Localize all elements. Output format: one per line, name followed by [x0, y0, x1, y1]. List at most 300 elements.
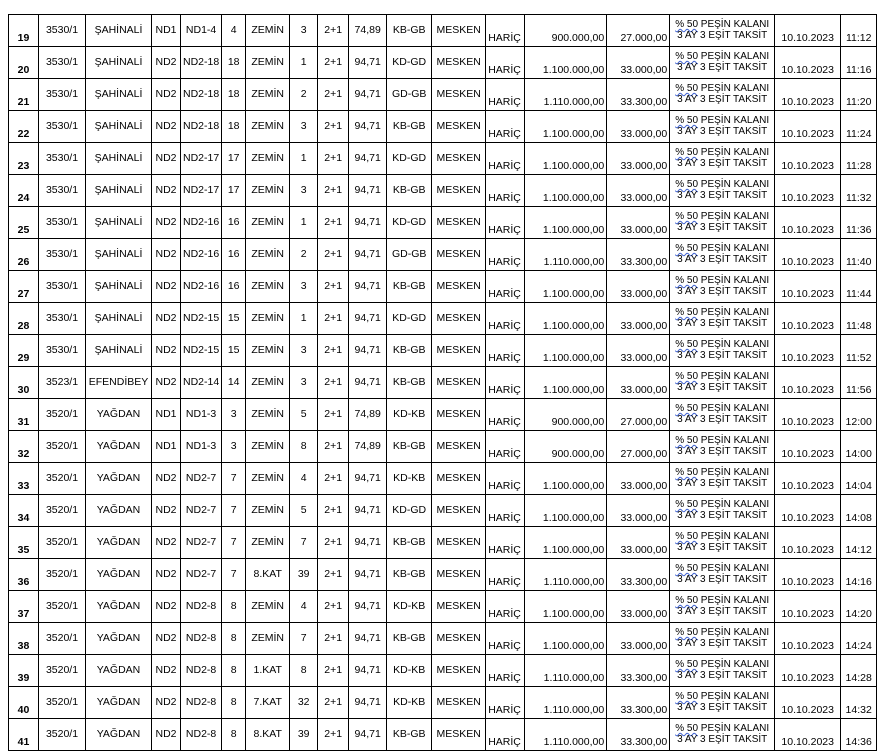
facade-cell: KB-GB — [387, 527, 432, 559]
date-cell: 10.10.2023 — [775, 591, 841, 623]
area-cell: 94,71 — [349, 367, 387, 399]
rooms-cell: 2+1 — [318, 431, 349, 463]
area-cell: 94,71 — [349, 335, 387, 367]
unit-number-cell: 3 — [222, 399, 246, 431]
payment-text: PEŞİN KALANI 3 AY 3 EŞİT TAKSİT — [677, 627, 770, 649]
level-cell: 3 — [290, 335, 318, 367]
level-cell: 3 — [290, 175, 318, 207]
area-cell: 94,71 — [349, 687, 387, 719]
usage-cell: MESKEN — [432, 111, 486, 143]
payment-text: PEŞİN KALANI 3 AY 3 EŞİT TAKSİT — [677, 179, 770, 201]
vat-cell: HARİÇ — [486, 527, 525, 559]
unit-number-cell: 14 — [222, 367, 246, 399]
time-cell: 14:20 — [841, 591, 877, 623]
date-cell: 10.10.2023 — [775, 15, 841, 47]
deposit-cell: 27.000,00 — [607, 15, 670, 47]
vat-cell: HARİÇ — [486, 207, 525, 239]
rooms-cell: 2+1 — [318, 143, 349, 175]
area-cell: 94,71 — [349, 47, 387, 79]
payment-terms-cell — [670, 367, 775, 399]
price-cell: 900.000,00 — [525, 15, 607, 47]
rooms-cell: 2+1 — [318, 719, 349, 751]
block-cell: ND2 — [152, 47, 181, 79]
unit-code-cell: ND2-8 — [181, 655, 222, 687]
deposit-cell: 33.000,00 — [607, 367, 670, 399]
payment-terms-cell — [670, 655, 775, 687]
table-row — [9, 623, 877, 655]
time-cell: 11:16 — [841, 47, 877, 79]
price-cell: 1.110.000,00 — [525, 79, 607, 111]
rooms-cell: 2+1 — [318, 527, 349, 559]
usage-cell: MESKEN — [432, 431, 486, 463]
date-cell: 10.10.2023 — [775, 463, 841, 495]
payment-text: PEŞİN KALANI 3 AY 3 EŞİT TAKSİT — [677, 531, 770, 553]
parcel-cell: 3520/1 — [39, 623, 86, 655]
level-cell: 1 — [290, 303, 318, 335]
area-cell: 94,71 — [349, 271, 387, 303]
facade-cell: KB-GB — [387, 15, 432, 47]
block-cell: ND2 — [152, 623, 181, 655]
unit-number-cell: 8 — [222, 623, 246, 655]
unit-code-cell: ND2-8 — [181, 687, 222, 719]
time-cell: 14:12 — [841, 527, 877, 559]
payment-percent: % 50 — [675, 659, 699, 670]
location-cell: ŞAHİNALİ — [86, 79, 152, 111]
payment-text: PEŞİN KALANI 3 AY 3 EŞİT TAKSİT — [677, 339, 770, 361]
rooms-cell: 2+1 — [318, 655, 349, 687]
price-cell: 900.000,00 — [525, 431, 607, 463]
facade-cell: KB-GB — [387, 719, 432, 751]
payment-terms-cell — [670, 399, 775, 431]
payment-terms-cell — [670, 431, 775, 463]
parcel-cell: 3520/1 — [39, 655, 86, 687]
facade-cell: KB-GB — [387, 111, 432, 143]
location-cell: ŞAHİNALİ — [86, 47, 152, 79]
unit-code-cell: ND2-8 — [181, 719, 222, 751]
facade-cell: KD-KB — [387, 655, 432, 687]
deposit-cell: 27.000,00 — [607, 431, 670, 463]
block-cell: ND2 — [152, 111, 181, 143]
payment-terms-cell — [670, 527, 775, 559]
floor-cell: ZEMİN — [246, 463, 290, 495]
price-cell: 1.100.000,00 — [525, 463, 607, 495]
date-cell: 10.10.2023 — [775, 655, 841, 687]
unit-number-cell: 17 — [222, 175, 246, 207]
table-row — [9, 495, 877, 527]
floor-cell: 8.KAT — [246, 719, 290, 751]
payment-text: PEŞİN KALANI 3 AY 3 EŞİT TAKSİT — [677, 243, 770, 265]
location-cell: ŞAHİNALİ — [86, 271, 152, 303]
unit-number-cell: 8 — [222, 719, 246, 751]
payment-text: PEŞİN KALANI 3 AY 3 EŞİT TAKSİT — [677, 307, 770, 329]
floor-cell: 1.KAT — [246, 655, 290, 687]
usage-cell: MESKEN — [432, 367, 486, 399]
payment-percent: % 50 — [675, 723, 699, 734]
price-cell: 1.110.000,00 — [525, 719, 607, 751]
time-cell: 11:48 — [841, 303, 877, 335]
vat-cell: HARİÇ — [486, 335, 525, 367]
facade-cell: KD-GD — [387, 303, 432, 335]
parcel-cell: 3520/1 — [39, 463, 86, 495]
usage-cell: MESKEN — [432, 591, 486, 623]
usage-cell: MESKEN — [432, 495, 486, 527]
level-cell: 2 — [290, 239, 318, 271]
area-cell: 94,71 — [349, 527, 387, 559]
area-cell: 94,71 — [349, 719, 387, 751]
rooms-cell: 2+1 — [318, 79, 349, 111]
area-cell: 94,71 — [349, 207, 387, 239]
block-cell: ND2 — [152, 303, 181, 335]
location-cell: YAĞDAN — [86, 527, 152, 559]
unit-number-cell: 8 — [222, 591, 246, 623]
row-number-cell: 28 — [9, 303, 39, 335]
payment-text: PEŞİN KALANI 3 AY 3 EŞİT TAKSİT — [677, 691, 770, 713]
floor-cell: ZEMİN — [246, 271, 290, 303]
facade-cell: KB-GB — [387, 431, 432, 463]
facade-cell: GD-GB — [387, 239, 432, 271]
payment-text: PEŞİN KALANI 3 AY 3 EŞİT TAKSİT — [677, 83, 770, 105]
unit-code-cell: ND2-7 — [181, 495, 222, 527]
price-cell: 1.110.000,00 — [525, 559, 607, 591]
payment-percent: % 50 — [675, 307, 699, 318]
block-cell: ND2 — [152, 527, 181, 559]
block-cell: ND2 — [152, 719, 181, 751]
level-cell: 5 — [290, 399, 318, 431]
row-number-cell: 19 — [9, 15, 39, 47]
level-cell: 8 — [290, 431, 318, 463]
rooms-cell: 2+1 — [318, 367, 349, 399]
date-cell: 10.10.2023 — [775, 207, 841, 239]
floor-cell: ZEMİN — [246, 15, 290, 47]
parcel-cell: 3530/1 — [39, 207, 86, 239]
vat-cell: HARİÇ — [486, 79, 525, 111]
payment-percent: % 50 — [675, 211, 699, 222]
deposit-cell: 33.000,00 — [607, 623, 670, 655]
floor-cell: 7.KAT — [246, 687, 290, 719]
date-cell: 10.10.2023 — [775, 527, 841, 559]
deposit-cell: 33.000,00 — [607, 47, 670, 79]
row-number-cell: 30 — [9, 367, 39, 399]
price-cell: 1.100.000,00 — [525, 111, 607, 143]
payment-text: PEŞİN KALANI 3 AY 3 EŞİT TAKSİT — [677, 659, 770, 681]
table-row — [9, 15, 877, 47]
floor-cell: ZEMİN — [246, 111, 290, 143]
table-row — [9, 175, 877, 207]
time-cell: 11:28 — [841, 143, 877, 175]
payment-terms-cell — [670, 559, 775, 591]
payment-percent: % 50 — [675, 339, 699, 350]
facade-cell: KB-GB — [387, 175, 432, 207]
vat-cell: HARİÇ — [486, 431, 525, 463]
table-row — [9, 111, 877, 143]
payment-percent: % 50 — [675, 83, 699, 94]
time-cell: 12:00 — [841, 399, 877, 431]
unit-number-cell: 15 — [222, 303, 246, 335]
parcel-cell: 3523/1 — [39, 367, 86, 399]
table-row — [9, 719, 877, 751]
price-cell: 1.100.000,00 — [525, 527, 607, 559]
area-cell: 74,89 — [349, 15, 387, 47]
payment-terms-cell — [670, 47, 775, 79]
payment-terms-cell — [670, 687, 775, 719]
location-cell: ŞAHİNALİ — [86, 15, 152, 47]
parcel-cell: 3520/1 — [39, 527, 86, 559]
parcel-cell: 3520/1 — [39, 431, 86, 463]
floor-cell: 8.KAT — [246, 559, 290, 591]
table-row — [9, 47, 877, 79]
rooms-cell: 2+1 — [318, 111, 349, 143]
payment-terms-cell — [670, 207, 775, 239]
usage-cell: MESKEN — [432, 15, 486, 47]
area-cell: 74,89 — [349, 399, 387, 431]
block-cell: ND2 — [152, 559, 181, 591]
price-cell: 1.100.000,00 — [525, 367, 607, 399]
location-cell: EFENDİBEY — [86, 367, 152, 399]
usage-cell: MESKEN — [432, 655, 486, 687]
date-cell: 10.10.2023 — [775, 47, 841, 79]
unit-code-cell: ND2-16 — [181, 239, 222, 271]
block-cell: ND2 — [152, 495, 181, 527]
unit-code-cell: ND2-17 — [181, 143, 222, 175]
payment-text: PEŞİN KALANI 3 AY 3 EŞİT TAKSİT — [677, 595, 770, 617]
usage-cell: MESKEN — [432, 143, 486, 175]
floor-cell: ZEMİN — [246, 79, 290, 111]
location-cell: ŞAHİNALİ — [86, 335, 152, 367]
area-cell: 94,71 — [349, 655, 387, 687]
date-cell: 10.10.2023 — [775, 623, 841, 655]
location-cell: ŞAHİNALİ — [86, 175, 152, 207]
table-row — [9, 399, 877, 431]
deposit-cell: 33.000,00 — [607, 271, 670, 303]
date-cell: 10.10.2023 — [775, 687, 841, 719]
row-number-cell: 27 — [9, 271, 39, 303]
rooms-cell: 2+1 — [318, 207, 349, 239]
parcel-cell: 3530/1 — [39, 335, 86, 367]
facade-cell: KD-KB — [387, 463, 432, 495]
date-cell: 10.10.2023 — [775, 303, 841, 335]
price-cell: 1.110.000,00 — [525, 239, 607, 271]
row-number-cell: 34 — [9, 495, 39, 527]
location-cell: ŞAHİNALİ — [86, 239, 152, 271]
price-cell: 1.110.000,00 — [525, 655, 607, 687]
payment-terms-cell — [670, 591, 775, 623]
area-cell: 94,71 — [349, 79, 387, 111]
parcel-cell: 3530/1 — [39, 47, 86, 79]
deposit-cell: 33.300,00 — [607, 719, 670, 751]
unit-number-cell: 7 — [222, 527, 246, 559]
usage-cell: MESKEN — [432, 335, 486, 367]
vat-cell: HARİÇ — [486, 687, 525, 719]
usage-cell: MESKEN — [432, 719, 486, 751]
area-cell: 94,71 — [349, 239, 387, 271]
parcel-cell: 3520/1 — [39, 719, 86, 751]
payment-terms-cell — [670, 303, 775, 335]
payment-terms-cell — [670, 239, 775, 271]
facade-cell: KB-GB — [387, 335, 432, 367]
parcel-cell: 3520/1 — [39, 495, 86, 527]
date-cell: 10.10.2023 — [775, 175, 841, 207]
price-cell: 1.100.000,00 — [525, 271, 607, 303]
facade-cell: KD-KB — [387, 687, 432, 719]
facade-cell: KD-GD — [387, 207, 432, 239]
vat-cell: HARİÇ — [486, 239, 525, 271]
rooms-cell: 2+1 — [318, 335, 349, 367]
deposit-cell: 33.300,00 — [607, 239, 670, 271]
vat-cell: HARİÇ — [486, 47, 525, 79]
deposit-cell: 33.000,00 — [607, 143, 670, 175]
table-row — [9, 207, 877, 239]
payment-percent: % 50 — [675, 595, 699, 606]
deposit-cell: 33.300,00 — [607, 687, 670, 719]
vat-cell: HARİÇ — [486, 623, 525, 655]
table-row — [9, 335, 877, 367]
block-cell: ND2 — [152, 79, 181, 111]
time-cell: 11:56 — [841, 367, 877, 399]
unit-number-cell: 3 — [222, 431, 246, 463]
payment-text: PEŞİN KALANI 3 AY 3 EŞİT TAKSİT — [677, 115, 770, 137]
facade-cell: KB-GB — [387, 559, 432, 591]
parcel-cell: 3530/1 — [39, 79, 86, 111]
time-cell: 11:20 — [841, 79, 877, 111]
rooms-cell: 2+1 — [318, 591, 349, 623]
unit-number-cell: 18 — [222, 79, 246, 111]
payment-percent: % 50 — [675, 243, 699, 254]
facade-cell: KB-GB — [387, 367, 432, 399]
payment-percent: % 50 — [675, 19, 699, 30]
unit-code-cell: ND2-15 — [181, 303, 222, 335]
location-cell: YAĞDAN — [86, 591, 152, 623]
deposit-cell: 33.000,00 — [607, 527, 670, 559]
deposit-cell: 33.000,00 — [607, 175, 670, 207]
deposit-cell: 33.300,00 — [607, 655, 670, 687]
usage-cell: MESKEN — [432, 79, 486, 111]
vat-cell: HARİÇ — [486, 15, 525, 47]
floor-cell: ZEMİN — [246, 367, 290, 399]
location-cell: YAĞDAN — [86, 559, 152, 591]
vat-cell: HARİÇ — [486, 111, 525, 143]
area-cell: 94,71 — [349, 591, 387, 623]
block-cell: ND1 — [152, 431, 181, 463]
row-number-cell: 41 — [9, 719, 39, 751]
payment-text: PEŞİN KALANI 3 AY 3 EŞİT TAKSİT — [677, 51, 770, 73]
area-cell: 94,71 — [349, 495, 387, 527]
row-number-cell: 29 — [9, 335, 39, 367]
table-row — [9, 271, 877, 303]
deposit-cell: 33.000,00 — [607, 303, 670, 335]
area-cell: 94,71 — [349, 111, 387, 143]
payment-percent: % 50 — [675, 691, 699, 702]
price-cell: 1.100.000,00 — [525, 303, 607, 335]
floor-cell: ZEMİN — [246, 495, 290, 527]
date-cell: 10.10.2023 — [775, 271, 841, 303]
payment-text: PEŞİN KALANI 3 AY 3 EŞİT TAKSİT — [677, 147, 770, 169]
unit-code-cell: ND2-18 — [181, 79, 222, 111]
rooms-cell: 2+1 — [318, 271, 349, 303]
time-cell: 14:32 — [841, 687, 877, 719]
parcel-cell: 3520/1 — [39, 687, 86, 719]
date-cell: 10.10.2023 — [775, 399, 841, 431]
price-cell: 1.100.000,00 — [525, 207, 607, 239]
level-cell: 2 — [290, 79, 318, 111]
payment-terms-cell — [670, 111, 775, 143]
level-cell: 7 — [290, 623, 318, 655]
parcel-cell: 3530/1 — [39, 303, 86, 335]
vat-cell: HARİÇ — [486, 719, 525, 751]
date-cell: 10.10.2023 — [775, 495, 841, 527]
payment-terms-cell — [670, 623, 775, 655]
payment-text: PEŞİN KALANI 3 AY 3 EŞİT TAKSİT — [677, 211, 770, 233]
floor-cell: ZEMİN — [246, 143, 290, 175]
row-number-cell: 20 — [9, 47, 39, 79]
unit-number-cell: 8 — [222, 655, 246, 687]
rooms-cell: 2+1 — [318, 463, 349, 495]
payment-text: PEŞİN KALANI 3 AY 3 EŞİT TAKSİT — [677, 467, 770, 489]
deposit-cell: 33.300,00 — [607, 79, 670, 111]
area-cell: 94,71 — [349, 623, 387, 655]
unit-code-cell: ND2-7 — [181, 463, 222, 495]
unit-code-cell: ND2-8 — [181, 591, 222, 623]
table-row — [9, 527, 877, 559]
parcel-cell: 3530/1 — [39, 111, 86, 143]
block-cell: ND2 — [152, 591, 181, 623]
payment-terms-cell — [670, 335, 775, 367]
block-cell: ND2 — [152, 239, 181, 271]
payment-text: PEŞİN KALANI 3 AY 3 EŞİT TAKSİT — [677, 403, 770, 425]
usage-cell: MESKEN — [432, 399, 486, 431]
time-cell: 11:40 — [841, 239, 877, 271]
payment-percent: % 50 — [675, 115, 699, 126]
table-row — [9, 303, 877, 335]
row-number-cell: 39 — [9, 655, 39, 687]
table-row — [9, 463, 877, 495]
location-cell: YAĞDAN — [86, 431, 152, 463]
unit-number-cell: 15 — [222, 335, 246, 367]
date-cell: 10.10.2023 — [775, 559, 841, 591]
location-cell: YAĞDAN — [86, 399, 152, 431]
parcel-cell: 3530/1 — [39, 271, 86, 303]
location-cell: YAĞDAN — [86, 623, 152, 655]
floor-cell: ZEMİN — [246, 591, 290, 623]
level-cell: 1 — [290, 47, 318, 79]
deposit-cell: 33.000,00 — [607, 495, 670, 527]
facade-cell: KD-KB — [387, 399, 432, 431]
date-cell: 10.10.2023 — [775, 79, 841, 111]
table-row — [9, 367, 877, 399]
row-number-cell: 21 — [9, 79, 39, 111]
vat-cell: HARİÇ — [486, 271, 525, 303]
deposit-cell: 33.000,00 — [607, 463, 670, 495]
floor-cell: ZEMİN — [246, 335, 290, 367]
location-cell: YAĞDAN — [86, 719, 152, 751]
date-cell: 10.10.2023 — [775, 239, 841, 271]
payment-percent: % 50 — [675, 51, 699, 62]
parcel-cell: 3530/1 — [39, 175, 86, 207]
payment-percent: % 50 — [675, 403, 699, 414]
unit-number-cell: 4 — [222, 15, 246, 47]
unit-code-cell: ND1-3 — [181, 431, 222, 463]
time-cell: 14:16 — [841, 559, 877, 591]
payment-percent: % 50 — [675, 275, 699, 286]
payment-text: PEŞİN KALANI 3 AY 3 EŞİT TAKSİT — [677, 723, 770, 745]
time-cell: 14:00 — [841, 431, 877, 463]
block-cell: ND2 — [152, 271, 181, 303]
payment-percent: % 50 — [675, 179, 699, 190]
area-cell: 94,71 — [349, 559, 387, 591]
payment-percent: % 50 — [675, 147, 699, 158]
vat-cell: HARİÇ — [486, 495, 525, 527]
price-cell: 1.100.000,00 — [525, 335, 607, 367]
usage-cell: MESKEN — [432, 207, 486, 239]
